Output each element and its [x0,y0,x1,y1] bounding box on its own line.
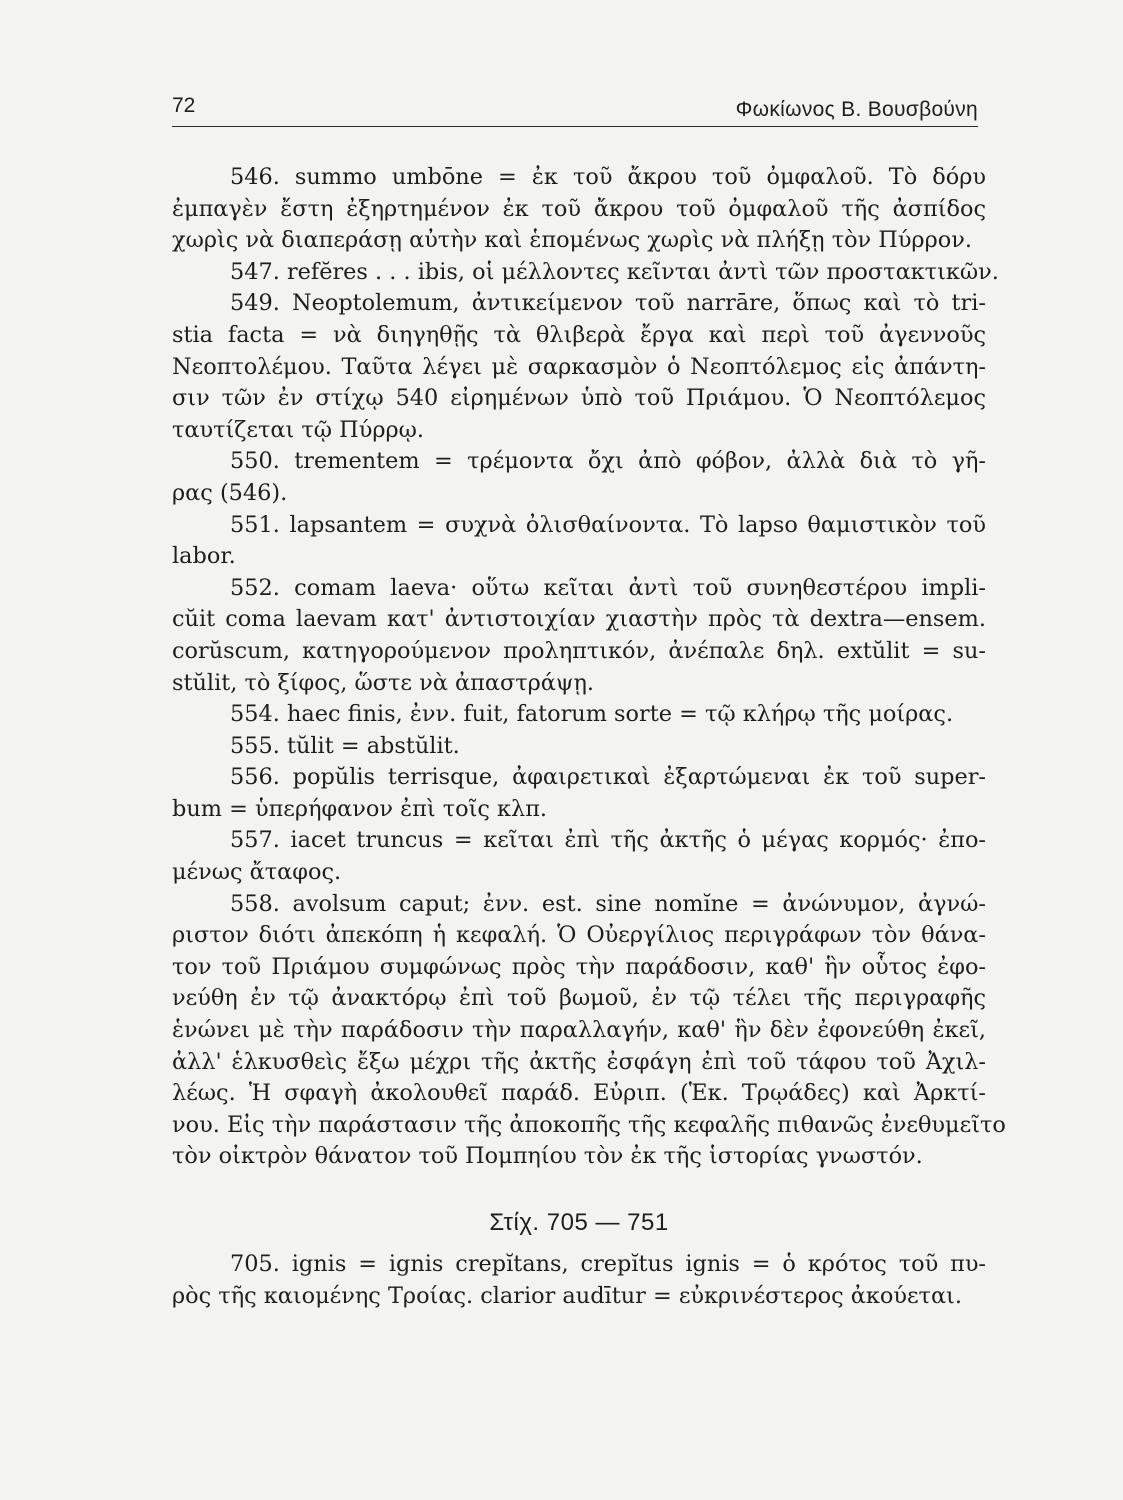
commentary-paragraph [172,699,986,731]
commentary-paragraph [172,825,986,888]
text-line: 556. popŭlis terrisque, ἀφαιρετικαὶ ἐξαρτώμεναι ἐκ τοῦ super- [230,764,986,791]
text-line: 546. summo umbōne = ἐκ τοῦ ἄκρου τοῦ ὀμφαλοῦ. Τὸ δόρυ [230,164,986,190]
section-heading: Στίχ. 705 — 751 [489,1209,669,1236]
commentary-paragraph [172,510,986,573]
text-line: τον τοῦ Πριάμου συμφώνως πρὸς τὴν παράδοσιν, καθ' ἣν οὗτος ἐφο- [172,953,986,980]
text-line: 557. iacet truncus = κεῖται ἐπὶ τῆς ἀκτῆς ὁ μέγας κορμός· ἐπο- [230,827,986,854]
text-line: 558. avolsum caput; ἐνν. est. sine nomĭne = ἀνώνυμον, ἀγνώ- [230,890,986,917]
text-line: ρὸς τῆς καιομένης Τροίας. clarior audītur = εὐκρινέστερος ἀκούεται. [172,1282,962,1309]
text-line: ἐμπαγὲν ἔστη ἐξηρτημένον ἐκ τοῦ ἄκρου τοῦ ὀμφαλοῦ τῆς ἀσπίδος [172,195,986,222]
text-line: 705. ignis = ignis crepĭtans, crepĭtus ignis = ὁ κρότος τοῦ πυ- [230,1251,986,1277]
commentary-paragraph [172,1249,986,1312]
text-line: σιν τῶν ἐν στίχῳ 540 εἰρημένων ὑπὸ τοῦ Πριάμου. Ὁ Νεοπτόλεμος [172,385,986,412]
text-line: λέως. Ἡ σφαγὴ ἀκολουθεῖ παράδ. Εὐριπ. (Ἑκ. Τρῳάδες) καὶ Ἀρκτί- [172,1080,986,1107]
text-line: νεύθη ἐν τῷ ἀνακτόρῳ ἐπὶ τοῦ βωμοῦ, ἐν τῷ τέλει τῆς περιγραφῆς [172,985,986,1012]
commentary-block [172,162,1006,1173]
text-line: stia facta = νὰ διηγηθῇς τὰ θλιβερὰ ἔργα καὶ περὶ τοῦ ἀγεννοῦς [172,321,986,348]
commentary-block [172,1249,986,1312]
text-line: labor. [172,543,236,570]
text-line: bum = ὑπερήφανον ἐπὶ τοῖς κλπ. [172,795,548,822]
text-line: ριστον διότι ἀπεκόπη ἡ κεφαλή. Ὁ Οὐεργίλιος περιγράφων τὸν θάνα- [172,922,986,949]
text-line: 554. haec finis, ἐνν. fuit, fatorum sorte = τῷ κλήρῳ τῆς μοίρας. [230,701,954,728]
text-line: ἑνώνει μὲ τὴν παράδοσιν τὴν παραλλαγήν, καθ' ἣν δὲν ἐφονεύθη ἐκεῖ, [172,1017,986,1044]
text-line: 547. refĕres . . . ibis, οἱ μέλλοντες κεῖνται ἀντὶ τῶν προστακτικῶν. [230,258,999,285]
text-line: stŭlit, τὸ ξίφος, ὥστε νὰ ἀπαστράψῃ. [172,669,594,696]
commentary-paragraph [172,288,986,446]
text-line: ἀλλ' ἑλκυσθεὶς ἔξω μέχρι τῆς ἀκτῆς ἐσφάγη ἐπὶ τοῦ τάφου τοῦ Ἀχιλ- [172,1048,986,1075]
text-line: χωρὶς νὰ διαπεράσῃ αὐτὴν καὶ ἑπομένως χωρὶς νὰ πλήξῃ τὸν Πύρρον. [172,227,972,254]
commentary-paragraph [172,446,986,509]
text-line: μένως ἄταφος. [172,859,342,886]
commentary-paragraph [172,162,986,257]
text-line: corŭscum, κατηγορούμενον προληπτικόν, ἀνέπαλε δηλ. extŭlit = su- [172,637,986,664]
text-line: ταυτίζεται τῷ Πύρρῳ. [172,416,425,443]
text-line: ρας (546). [172,479,288,506]
text-line: νου. Εἰς τὴν παράστασιν τῆς ἀποκοπῆς τῆς κεφαλῆς πιθανῶς ἐνεθυμεῖτο [172,1111,1006,1138]
commentary-paragraph [172,762,986,825]
text-line: 551. lapsantem = συχνὰ ὀλισθαίνοντα. Τὸ lapso θαμιστικὸν τοῦ [230,511,986,538]
text-line: 552. comam laeva· οὕτω κεῖται ἀντὶ τοῦ συνηθεστέρου impli- [230,574,986,601]
text-line: cŭit coma laevam κατ' ἀντιστοιχίαν χιαστὴν πρὸς τὰ dextra—ensem. [172,606,986,633]
commentary-paragraph [172,257,999,289]
commentary-paragraph [172,731,986,763]
text-line: 555. tŭlit = abstŭlit. [230,732,460,759]
text-line: 549. Neoptolemum, ἀντικείμενον τοῦ narrāre, ὅπως καὶ τὸ tri- [230,290,986,317]
page-header [172,92,978,127]
page-number: 72 [172,94,196,117]
commentary-paragraph [172,573,986,699]
running-head: Φωκίωνος Β. Βουσβούνη [735,98,978,121]
text-line: τὸν οἰκτρὸν θάνατον τοῦ Πομπηίου τὸν ἐκ τῆς ἱστορίας γνωστόν. [172,1143,923,1170]
page-body [172,162,1006,1312]
commentary-paragraph [172,889,1006,1173]
text-line: Νεοπτολέμου. Ταῦτα λέγει μὲ σαρκασμὸν ὁ Νεοπτόλεμος εἰς ἀπάντη- [172,353,986,380]
text-line: 550. trementem = τρέμοντα ὄχι ἀπὸ φόβον, ἀλλὰ διὰ τὸ γῆ- [230,448,986,475]
